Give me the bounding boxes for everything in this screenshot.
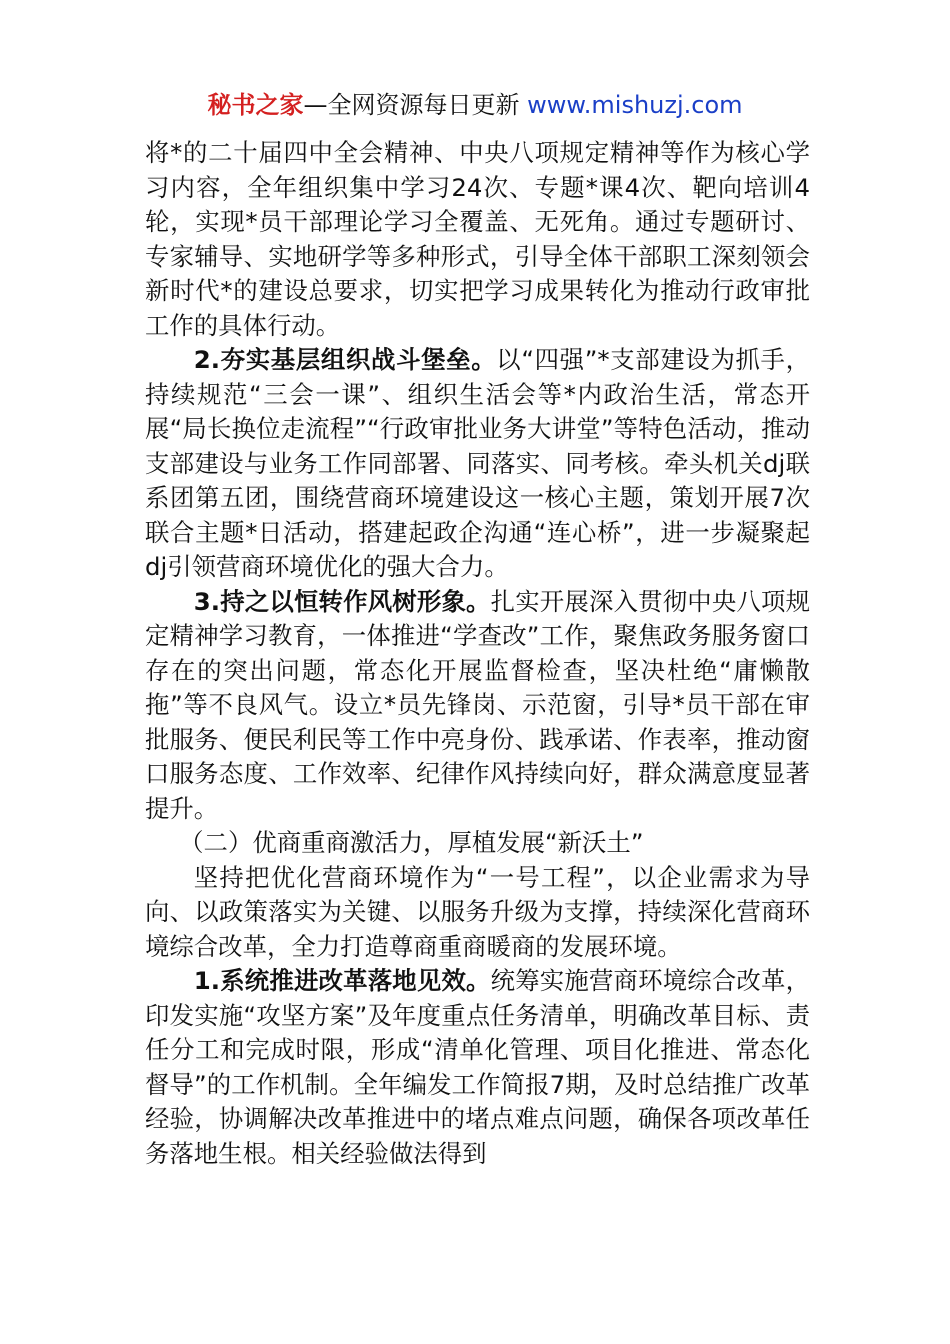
paragraph-reform-implementation (145, 964, 810, 1171)
paragraph-grassroots-organization (145, 343, 810, 585)
paragraph-text: 坚持把优化营商环境作为“一号工程”，以企业需求为导向、以政策落实为关键、以服务升级为支撑，持续深化营商环境综合改革，全力打造尊商重商暖商的发展环境。 (145, 862, 810, 961)
section-heading-text: （二）优商重商激活力，厚植发展“新沃土” (179, 828, 644, 857)
paragraph-text: 以“四强”*支部建设为抓手，持续规范“三会一课”、组织生活会等*内政治生活，常态开展“局长换位走流程”“行政审批业务大讲堂”等特色活动，推动支部建设与业务工作同部署、同落实、同考核。牵头机关dj联系团第五团，围绕营商环境建设这一核心主题，策划开展7次联合主题*日活动，搭建起政企沟通“连心桥”，进一步凝聚起dj引领营商环境优化的强大合力。 (145, 345, 810, 581)
paragraph-work-style (145, 585, 810, 827)
document-body (145, 136, 810, 1171)
section-heading-business-environment (145, 826, 810, 861)
paragraph-text: 将*的二十届四中全会精神、中央八项规定精神等作为核心学习内容，全年组织集中学习24次、专题*课4次、靶向培训4轮，实现*员干部理论学习全覆盖、无死角。通过专题研讨、专家辅导、实地研学等多种形式，引导全体干部职工深刻领会新时代*的建设总要求，切实把学习成果转化为推动行政审批工作的具体行动。 (145, 138, 810, 340)
paragraph-lead-heading: 2.夯实基层组织战斗堡垒。 (193, 345, 497, 374)
site-header (0, 88, 950, 122)
paragraph-lead-heading: 3.持之以恒转作风树形象。 (193, 586, 491, 616)
paragraph-business-environment-intro (145, 861, 810, 965)
paragraph-text: 扎实开展深入贯彻中央八项规定精神学习教育，一体推进“学查改”工作，聚焦政务服务窗口存在的突出问题，常态化开展监督检查，坚决杜绝“庸懒散拖”等不良风气。设立*员先锋岗、示范窗，引导*员干部在审批服务、便民利民等工作中亮身份、践承诺、作表率，推动窗口服务态度、工作效率、纪律作风持续向好，群众满意度显著提升。 (145, 586, 810, 823)
site-tagline: —全网资源每日更新 (303, 91, 528, 119)
paragraph-text: 统筹实施营商环境综合改革，印发实施“攻坚方案”及年度重点任务清单，明确改革目标、责任分工和完成时限，形成“清单化管理、项目化推进、常态化督导”的工作机制。全年编发工作简报7期，及时总结推广改革经验，协调解决改革推进中的堵点难点问题，确保各项改革任务落地生根。相关经验做法得到 (145, 966, 810, 1168)
site-url-link[interactable]: www.mishuzj.com (527, 91, 743, 119)
paragraph-lead-heading: 1.系统推进改革落地见效。 (193, 966, 491, 995)
paragraph-study-content (145, 136, 810, 343)
site-brand: 秘书之家 (207, 91, 304, 119)
